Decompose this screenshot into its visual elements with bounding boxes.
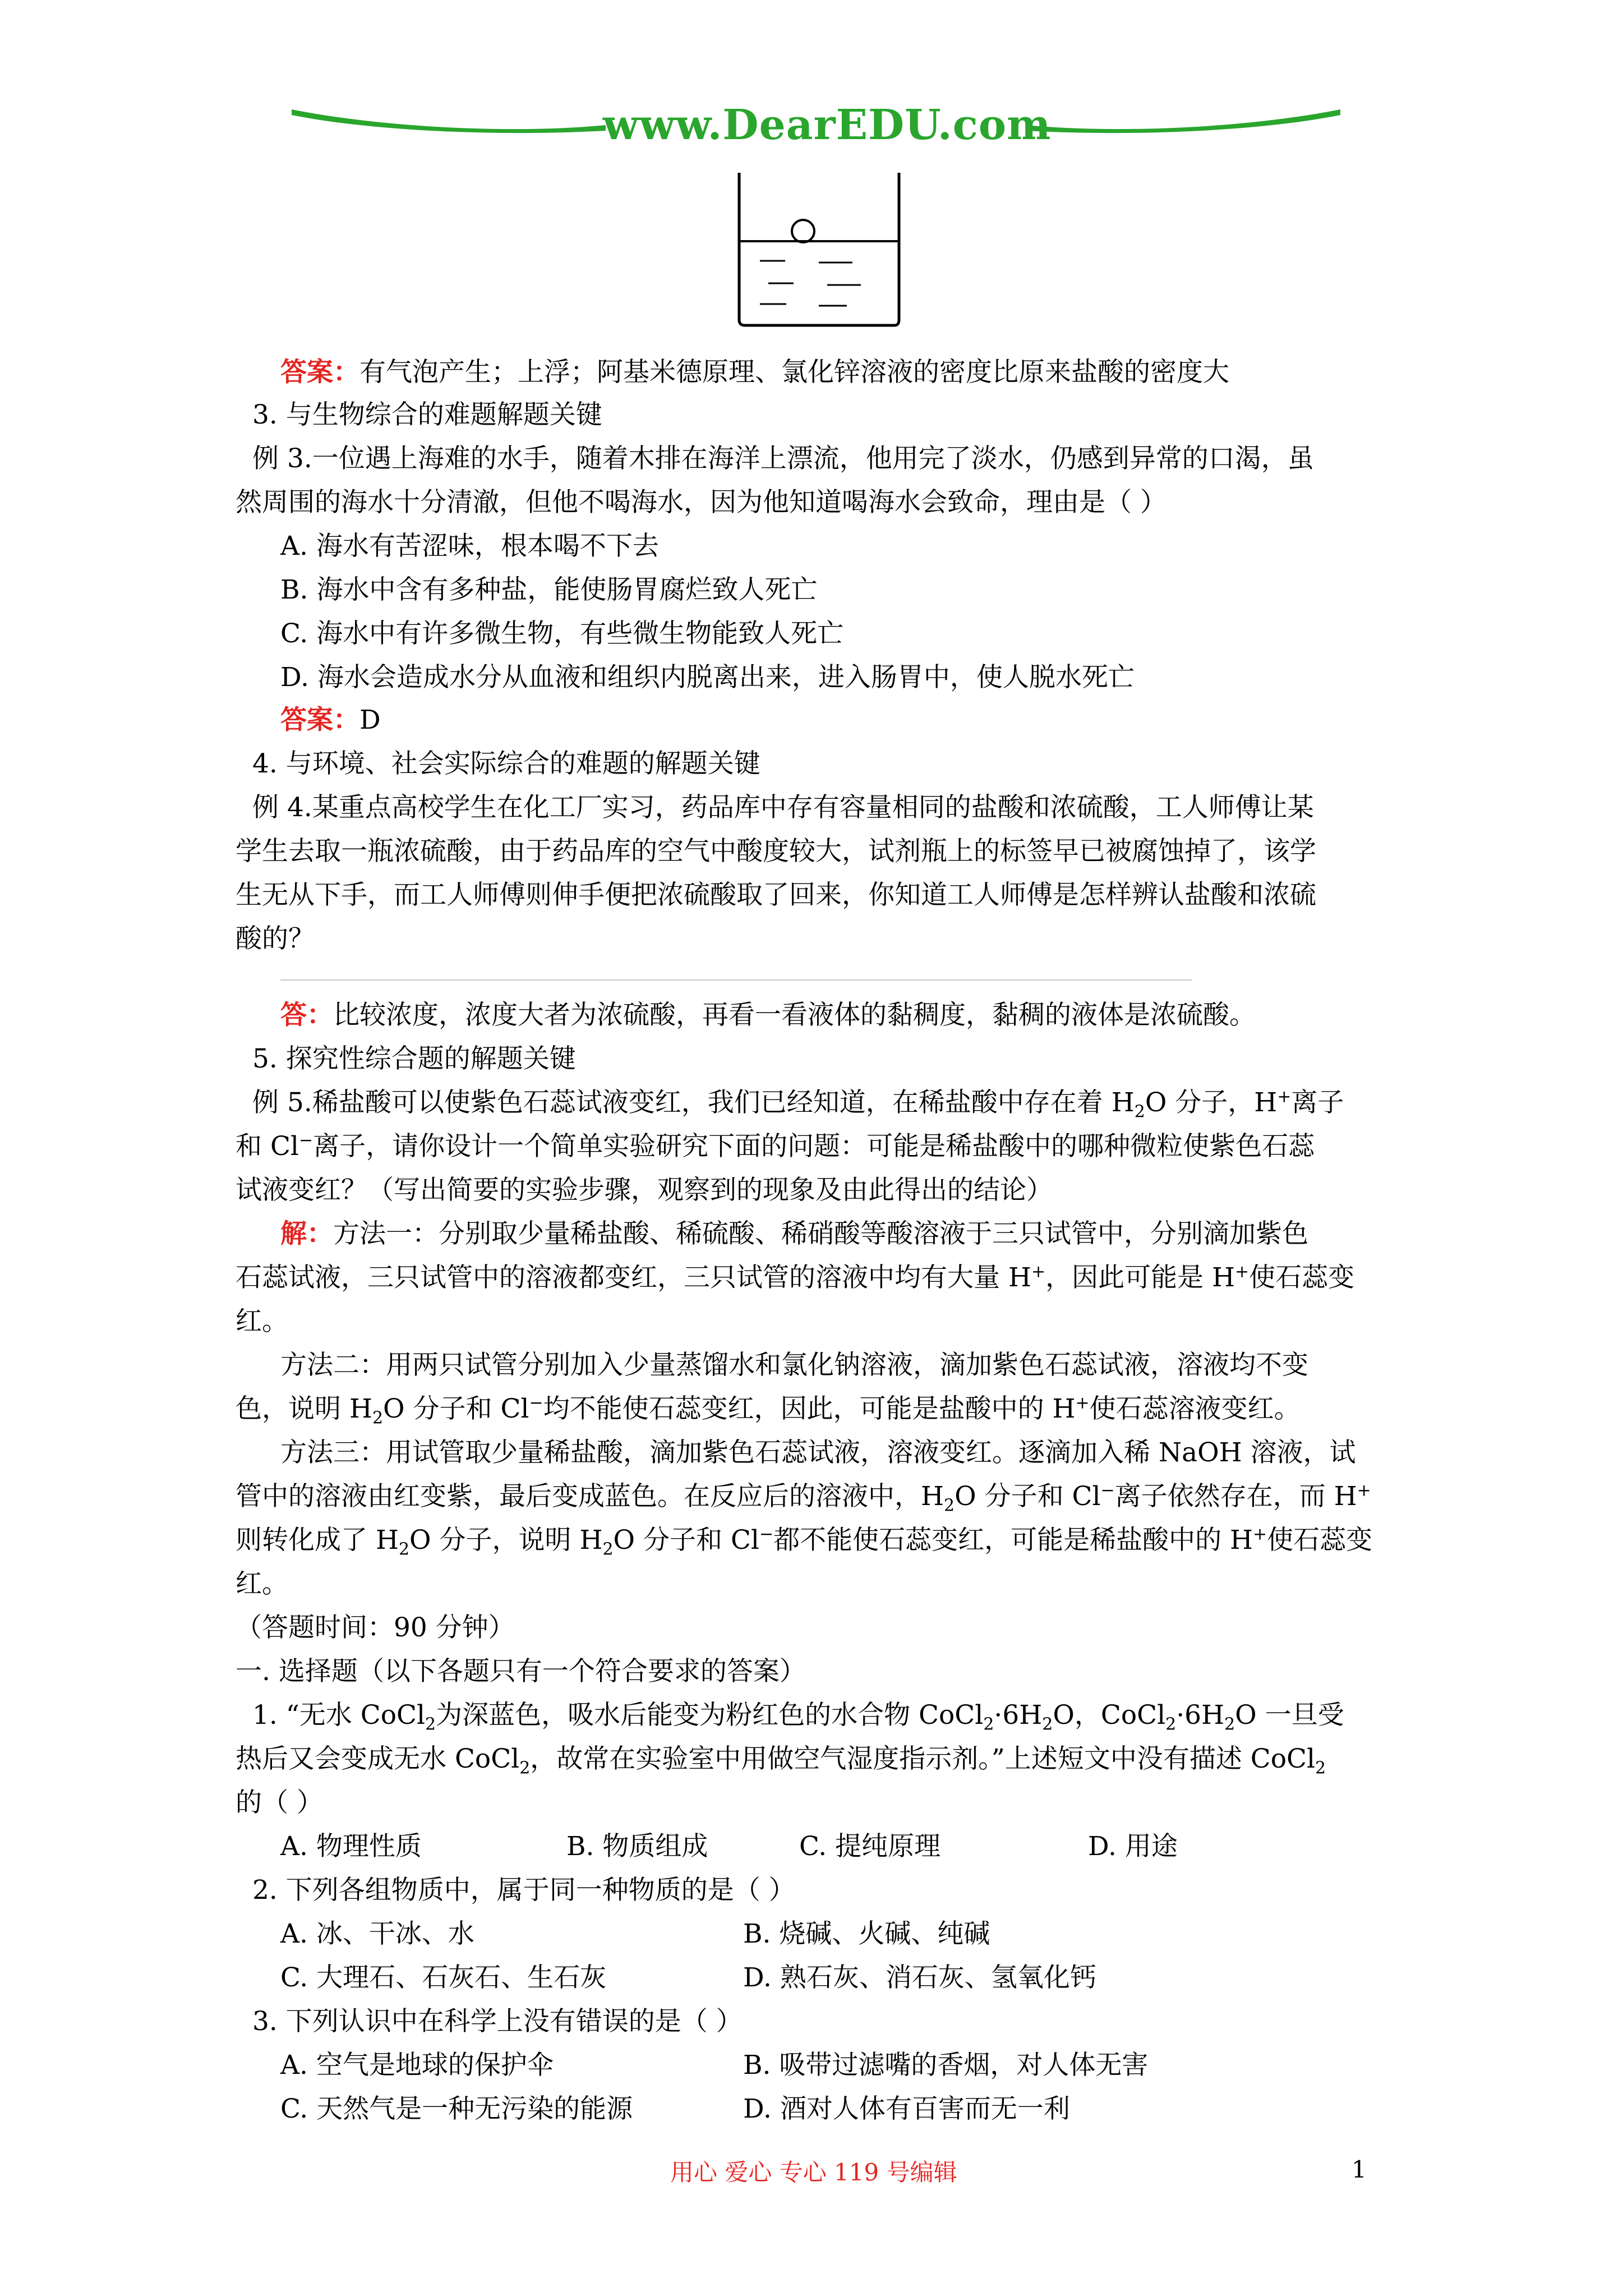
- text-line: 试液变红？（写出简要的实验步骤，观察到的现象及由此得出的结论）: [236, 1175, 1053, 1205]
- option-line: B. 物质组成: [566, 1831, 708, 1862]
- text-line: 红。: [236, 1306, 288, 1337]
- question-line: 热后又会变成无水 CoCl$_2$，故常在实验室中用做空气湿度指示剂。”上述短文中没有描述 CoCl$_2$: [236, 1743, 1326, 1778]
- text-line: 管中的溶液由红变紫，最后变成蓝色。在反应后的溶液中，$H_2O$ 分子和 Cl−离子依然存在，而 H+: [236, 1480, 1371, 1516]
- option-line: B. 烧碱、火碱、纯碱: [743, 1918, 990, 1949]
- text-line: 学生去取一瓶浓硫酸，由于药品库的空气中酸度较大，试剂瓶上的标签早已被腐蚀掉了，该学: [236, 836, 1316, 867]
- section-heading: 一. 选择题（以下各题只有一个符合要求的答案）: [236, 1656, 806, 1687]
- header-banner: [0, 0, 1623, 168]
- right-swoosh-icon: [1026, 104, 1340, 137]
- option-line: B. 海水中含有多种盐，能使肠胃腐烂致人死亡: [280, 574, 818, 605]
- section-heading: 5. 探究性综合题的解题关键: [252, 1043, 576, 1074]
- text-line: 例 3.一位遇上海难的水手，随着木排在海洋上漂流，他用完了淡水，仍感到异常的口渴，虽: [252, 443, 1314, 474]
- question-line: 1. “无水 CoCl$_2$为深蓝色，吸水后能变为粉红色的水合物 $CoCl_2\cdot 6H_2O$，$CoCl_2\cdot 6H_2O$ 一旦受: [252, 1700, 1344, 1734]
- answer-separator: [280, 979, 1192, 981]
- option-line: C. 天然气是一种无污染的能源: [280, 2093, 633, 2124]
- text-line: 色，说明 $H_2O$ 分子和 Cl−均不能使石蕊变红，因此，可能是盐酸中的 H+使石蕊溶液变红。: [236, 1393, 1301, 1428]
- beaker-with-floating-ball-icon: [735, 168, 903, 328]
- text-line: 石蕊试液，三只试管中的溶液都变红，三只试管的溶液中均有大量 H+，因此可能是 H+使石蕊变: [236, 1262, 1355, 1293]
- text-line: 然周围的海水十分清澈，但他不喝海水，因为他知道喝海水会致命，理由是（ ）: [236, 487, 1166, 518]
- option-line: A. 物理性质: [280, 1831, 422, 1862]
- solution-line: 解：方法一：分别取少量稀盐酸、稀硫酸、稀硝酸等酸溶液于三只试管中，分别滴加紫色: [280, 1218, 1308, 1249]
- solution-label: 解：: [280, 1218, 333, 1249]
- answer-label: 答案：: [280, 705, 359, 735]
- site-logo[interactable]: www.DearEDU.com: [603, 101, 1052, 149]
- time-note: （答题时间：90 分钟）: [236, 1612, 515, 1643]
- text-line: 方法二：用两只试管分别加入少量蒸馏水和氯化钠溶液，滴加紫色石蕊试液，溶液均不变: [280, 1350, 1308, 1381]
- question-line: 2. 下列各组物质中，属于同一种物质的是（ ）: [252, 1875, 795, 1906]
- text-line: 例 5.稀盐酸可以使紫色石蕊试液变红，我们已经知道，在稀盐酸中存在着 $H_2O$ 分子，H+离子: [252, 1087, 1344, 1122]
- option-line: D. 熟石灰、消石灰、氢氧化钙: [743, 1962, 1096, 1993]
- footer-text: 用心 爱心 专心 119 号编辑: [670, 2159, 957, 2186]
- answer-label: 答案：: [280, 357, 359, 388]
- answer-line: 答：比较浓度，浓度大者为浓硫酸，再看一看液体的黏稠度，黏稠的液体是浓硫酸。: [280, 1000, 1256, 1030]
- text-line: 方法三：用试管取少量稀盐酸，滴加紫色石蕊试液，溶液变红。逐滴加入稀 NaOH 溶液，试: [280, 1437, 1356, 1468]
- option-line: D. 海水会造成水分从血液和组织内脱离出来，进入肠胃中，使人脱水死亡: [280, 662, 1135, 693]
- text-line: 例 4.某重点高校学生在化工厂实习，药品库中存有容量相同的盐酸和浓硫酸，工人师傅让某: [252, 792, 1314, 823]
- text-line: 和 Cl−离子，请你设计一个简单实验研究下面的问题：可能是稀盐酸中的哪种微粒使紫色石蕊: [236, 1130, 1315, 1162]
- text-line: 生无从下手，而工人师傅则伸手便把浓硫酸取了回来，你知道工人师傅是怎样辨认盐酸和浓硫: [236, 880, 1316, 910]
- option-line: C. 海水中有许多微生物，有些微生物能致人死亡: [280, 618, 844, 649]
- option-line: C. 大理石、石灰石、生石灰: [280, 1962, 607, 1993]
- section-heading: 4. 与环境、社会实际综合的难题的解题关键: [252, 748, 760, 779]
- option-line: D. 酒对人体有百害而无一利: [743, 2093, 1070, 2124]
- option-line: A. 空气是地球的保护伞: [280, 2050, 554, 2081]
- answer-line: 答案：D: [280, 705, 381, 735]
- answer-label: 答：: [280, 1000, 333, 1030]
- option-line: B. 吸带过滤嘴的香烟，对人体无害: [743, 2050, 1149, 2081]
- option-line: C. 提纯原理: [799, 1831, 941, 1862]
- answer-line: 答案：有气泡产生；上浮；阿基米德原理、氯化锌溶液的密度比原来盐酸的密度大: [280, 357, 1229, 388]
- text-line: 酸的？: [236, 923, 315, 954]
- option-line: D. 用途: [1088, 1831, 1178, 1862]
- left-swoosh-icon: [292, 104, 606, 137]
- question-line: 3. 下列认识中在科学上没有错误的是（ ）: [252, 2006, 743, 2037]
- page-number: 1: [1352, 2156, 1367, 2183]
- question-line: 的（ ）: [236, 1787, 323, 1818]
- option-line: A. 冰、干冰、水: [280, 1918, 474, 1949]
- text-line: 红。: [236, 1568, 288, 1599]
- section-heading: 3. 与生物综合的难题解题关键: [252, 399, 602, 430]
- option-line: A. 海水有苦涩味，根本喝不下去: [280, 531, 659, 562]
- text-line: 则转化成了 $H_2O$ 分子，说明 $H_2O$ 分子和 Cl−都不能使石蕊变红，可能是稀盐酸中的 H+使石蕊变: [236, 1524, 1373, 1559]
